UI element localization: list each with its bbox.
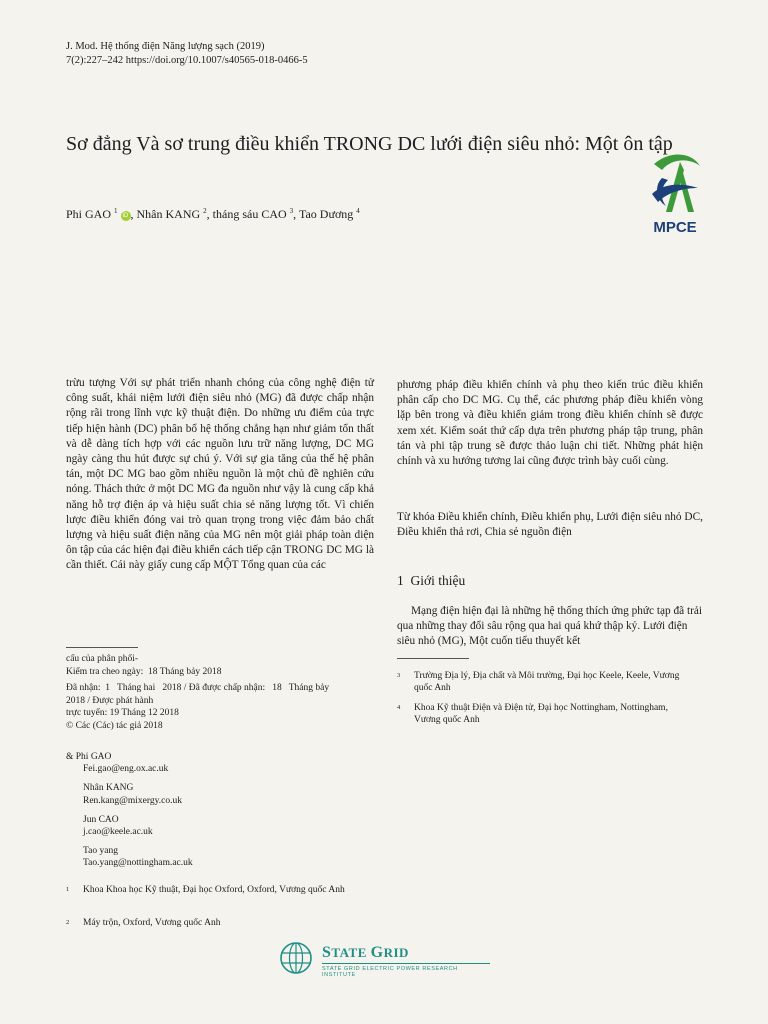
author-name[interactable]: , Tao Dương [293, 207, 354, 221]
footnote-affiliation: 3 Trường Địa lý, Địa chất và Môi trường, Đại học Keele, Keele, Vương quốc Anh [397, 671, 680, 693]
author-name[interactable]: , tháng sáu CAO [206, 207, 287, 221]
corr-email[interactable]: Ren.kang@mixergy.co.uk [83, 795, 182, 806]
mpce-logo-text: MPCE [653, 219, 697, 236]
footnote-affiliation: 1 Khoa Khoa học Kỹ thuật, Đại học Oxford, Oxford, Vương quốc Anh [66, 885, 345, 895]
corr-name: Phi GAO [75, 752, 112, 762]
footnote-affiliation: 4 Khoa Kỹ thuật Điện và Điện tử, Đại học Nottingham, Nottingham, Vương quốc Anh [397, 703, 668, 725]
corr-email[interactable]: Tao.yang@nottingham.ac.uk [83, 858, 193, 869]
abstract-left: trừu tượng Với sự phát triển nhanh chóng của công nghệ điện tử công suất, khái niệm lưới điện siêu nhỏ (MG) đã được chấp nhận rộng rãi trong lĩnh vực kỹ thuật điện. Do những ưu điểm của trực tiếp hiện hành (DC) phân bổ hệ thống chẳng hạn như giảm tổn thất và dễ dàng tích hợp với các nguồn lưu trữ năng lượng, DC MG ngày càng thu hút được sự chú ý. Với sự gia tăng của thế hệ phân tán, một DC MG bao gồm nhiều nguồn là một chủ đề nghiên cứu nóng. Thách thức ở một DC MG đa nguồn như vậy là cung cấp khả năng hỗ trợ điện áp và hiệu suất chia sẻ năng lượng tốt. Vì chiến lược điều khiển đóng vai trò quan trọng trong việc đảm bảo chất lượng và hiệu suất điện năng của MG nên một giải pháp toàn diện ôn tập của các hiện đại điều khiển cách tiếp cận TRONG DC MG là cần thiết. Cái này giấy cung cấp MỘT Tổng quan của các [66, 377, 374, 572]
footnote-divider [397, 658, 469, 659]
section-heading [397, 572, 465, 590]
section-number: 1 [397, 573, 404, 588]
mpce-logo-icon [640, 148, 710, 236]
state-grid-subtitle: STATE GRID ELECTRIC POWER RESEARCH INSTITUTE [322, 963, 490, 978]
state-grid-name: STATE GRID [322, 944, 409, 961]
intro-paragraph: Mạng điện hiện đại là những hệ thống thích ứng phức tạp đã trải qua những thay đổi sâu rộng qua hai quá khứ thập kỷ. Lưới điện siêu nhỏ (MG), Một cuốn tiểu thuyết kết [397, 605, 702, 648]
corr-name: Jun CAO [83, 814, 119, 825]
author-list: Phi GAO $^1$ iD , Nhân KANG $^2$, tháng sáu CAO $^3$, Tao Dương $^4$ [66, 207, 360, 221]
journal-doi[interactable]: 7(2):227–242 https://doi.org/10.1007/s40565-018-0466-5 [66, 55, 308, 66]
author-name[interactable]: , Nhân KANG [130, 207, 201, 221]
journal-name: J. Mod. Hệ thống điện Năng lượng sạch (2019) [66, 41, 265, 52]
section-title: Giới thiệu [410, 573, 466, 588]
corr-name: Nhân KANG [83, 783, 134, 794]
state-grid-globe-icon [276, 940, 316, 976]
footnote-divider [66, 647, 138, 648]
corr-name: Tao yang [83, 846, 118, 857]
keywords: Từ khóa Điều khiển chính, Điều khiển phụ, Lưới điện siêu nhỏ DC, Điều khiển thả rơi, Chia sẻ nguồn điện [397, 511, 703, 539]
corr-email[interactable]: j.cao@keele.ac.uk [83, 827, 153, 838]
correspondence [66, 751, 366, 877]
footnote-affiliation: 2 Máy trộn, Oxford, Vương quốc Anh [66, 918, 221, 928]
abstract-right: phương pháp điều khiển chính và phụ theo kiến trúc điều khiển phân cấp cho DC MG. Cụ thể, các phương pháp điều khiển vòng lặp bên trong và điều khiển giảm trong điều khiển chính sẽ được xem xét. Kiểm soát thứ cấp dựa trên phương pháp tập trung, phân tán và phi tập trung sẽ được thảo luận chi tiết. Những phát hiện chính và xu hướng tương lai cũng được trình bày cuối cùng. [397, 379, 703, 468]
journal-citation [66, 40, 308, 68]
correspondence-marker: & [66, 752, 74, 762]
article-history: cấu của phân phối- Kiểm tra cheo ngày: 18 Tháng bảy 2018 Đã nhận: 1 Tháng hai 2018 / Đã được chấp nhận: 18 Tháng bảy 2018 / Được phát hành trực tuyến: 19 Tháng 12 2018 © Các (Các) tác giả 2018 [66, 654, 330, 731]
paper-title: Sơ đẳng Và sơ trung điều khiển TRONG DC lưới điện siêu nhỏ: Một ôn tập [66, 133, 673, 155]
corr-email[interactable]: Fei.gao@eng.ox.ac.uk [83, 764, 169, 775]
author-name[interactable]: Phi GAO [66, 207, 112, 221]
orcid-icon[interactable]: iD [121, 211, 131, 221]
